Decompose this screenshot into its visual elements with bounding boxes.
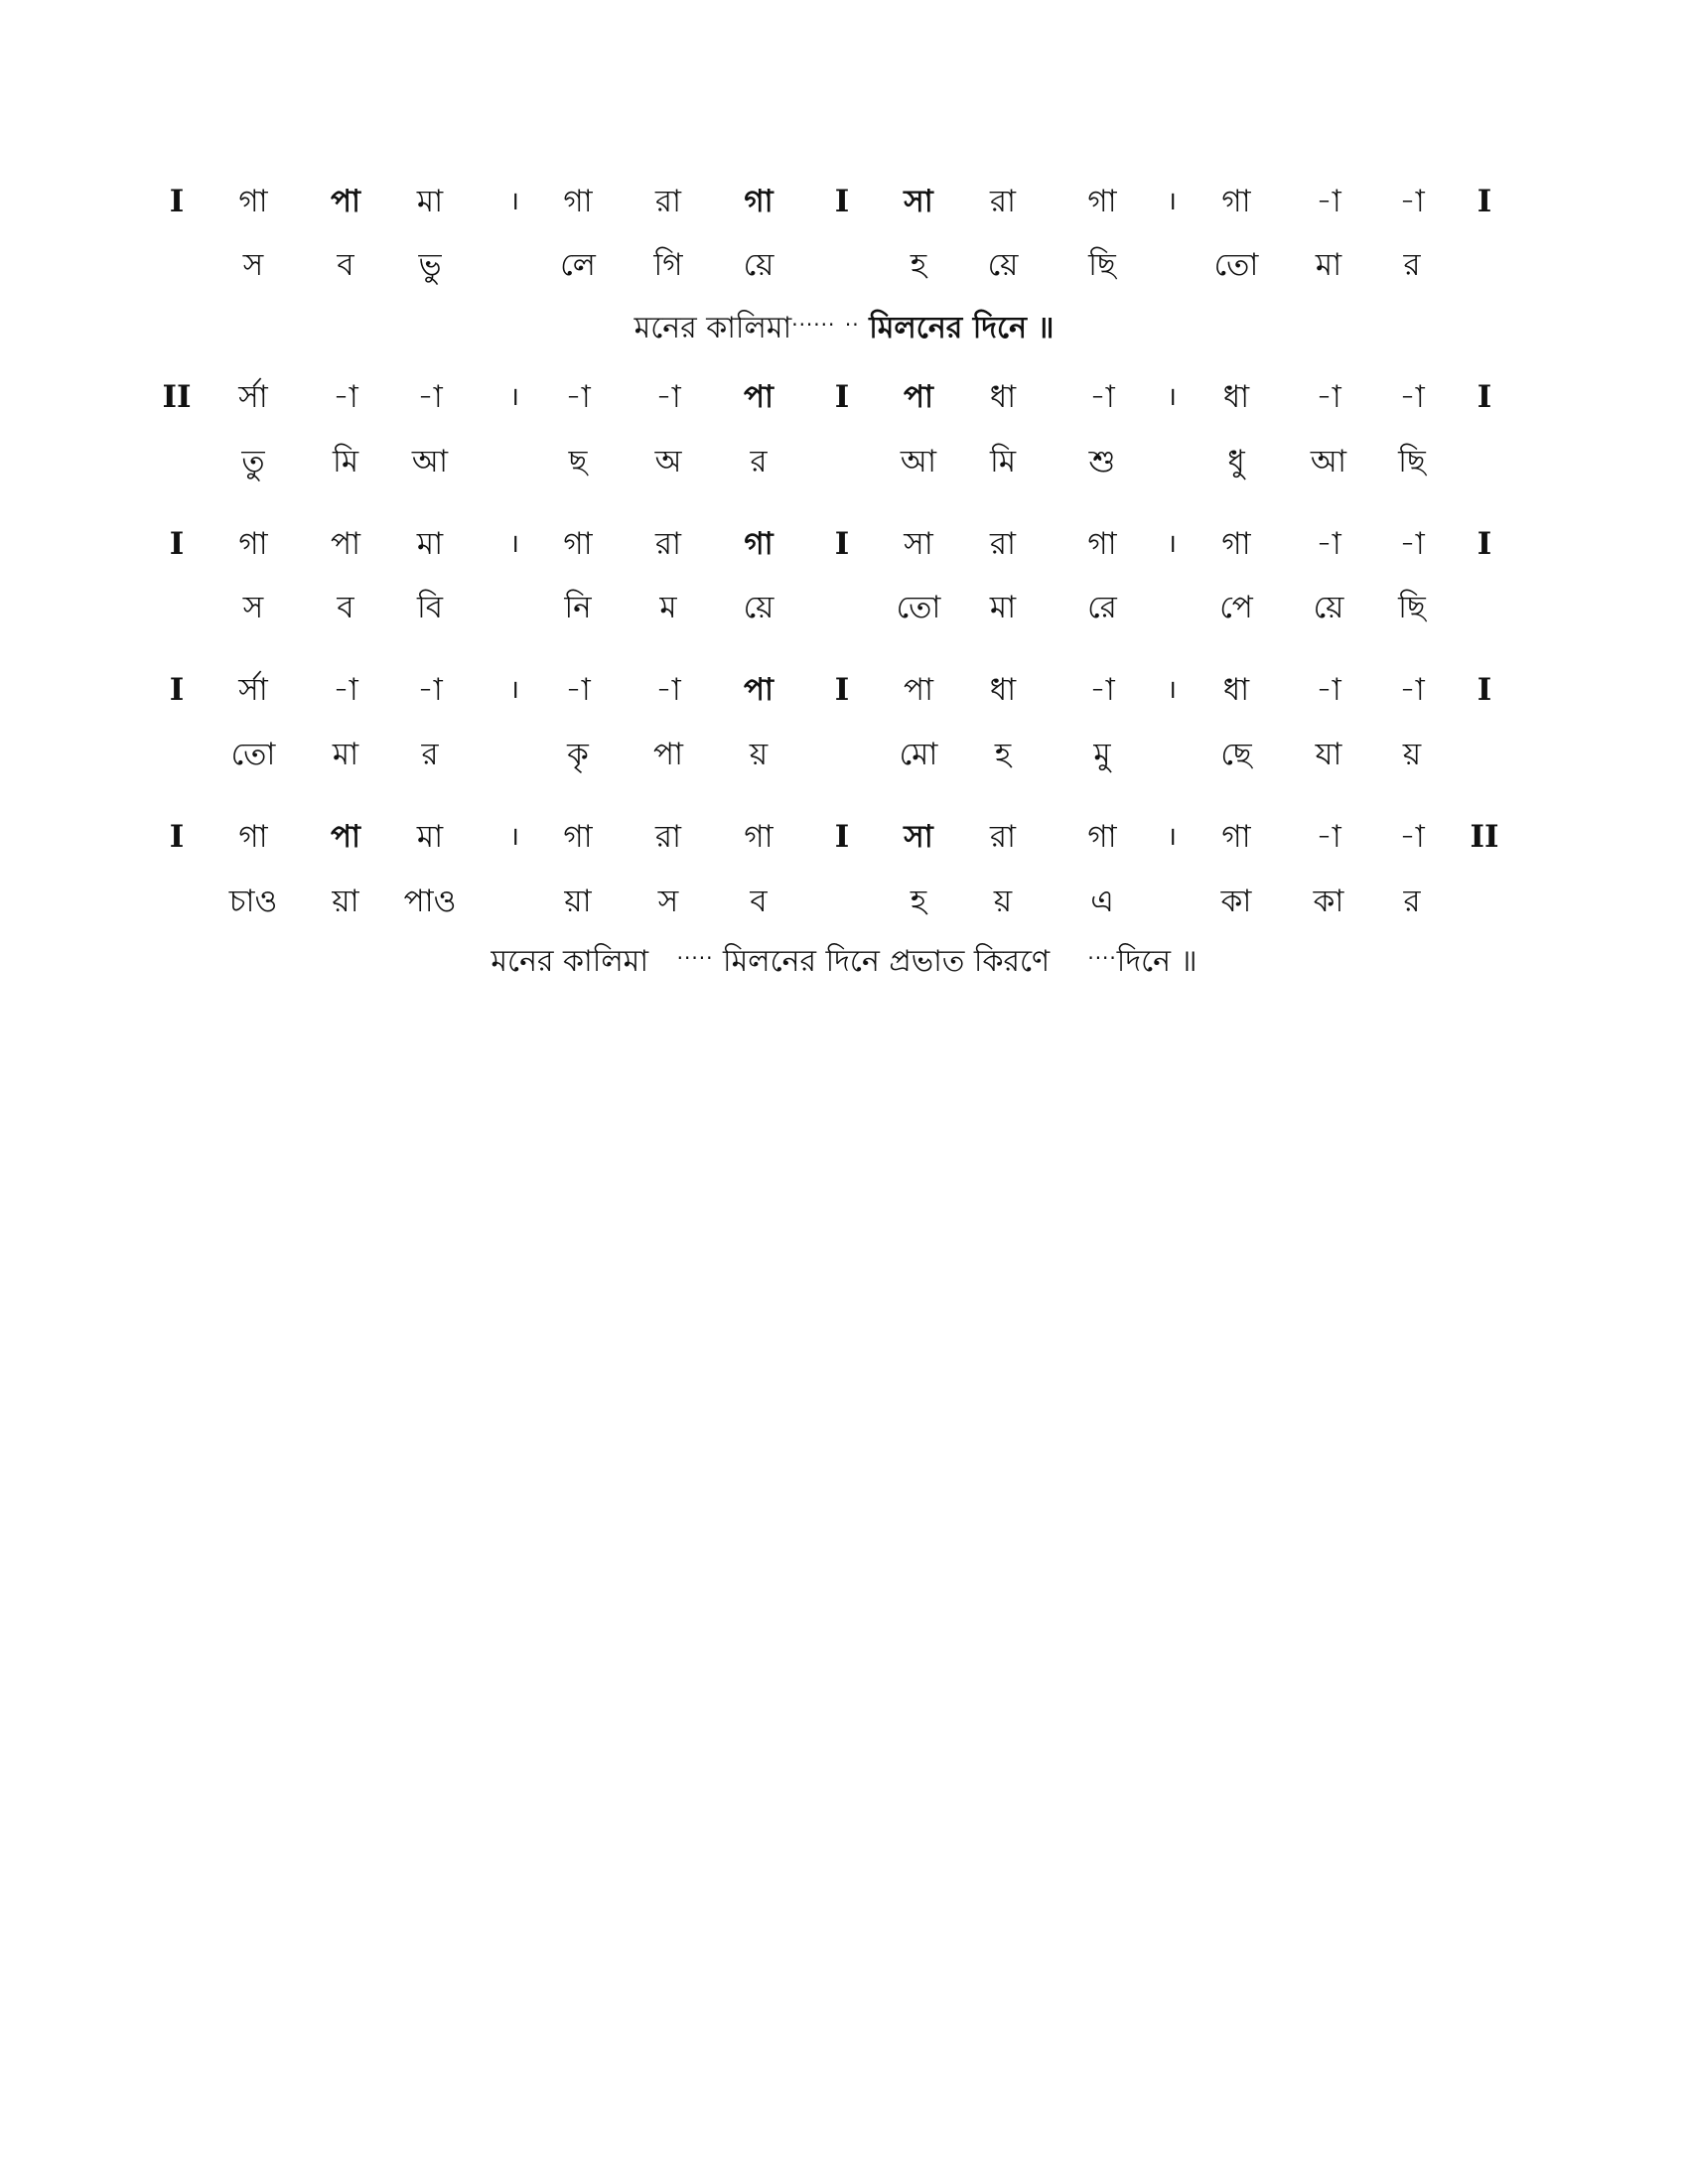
lyric-syllable: পাও <box>403 884 457 919</box>
lyric-syllable: স <box>657 884 679 919</box>
lyric-syllable: য়ে <box>743 247 774 283</box>
lyric-syllable: মা <box>989 590 1017 625</box>
lyric-syllable: র <box>750 444 768 479</box>
refrain-line-1 <box>0 300 1688 353</box>
lyric-syllable: য়ে <box>743 590 774 625</box>
bar-line: । <box>1167 822 1177 852</box>
lyric-syllable: তু <box>241 444 265 479</box>
bar-line: । <box>509 675 519 705</box>
lyric-syllable: হ <box>910 884 927 919</box>
lyric-syllable: যা <box>1315 737 1342 772</box>
lyric-syllable: গি <box>653 247 683 283</box>
bar-line: I <box>169 526 185 562</box>
note-syllable: -া <box>1399 526 1425 562</box>
note-syllable: গা <box>744 526 774 562</box>
note-syllable: পা <box>330 184 361 219</box>
note-syllable: গা <box>1221 819 1251 855</box>
bar-line: । <box>509 187 519 216</box>
refrain-line-2 <box>0 933 1688 987</box>
note-syllable: গা <box>744 184 774 219</box>
lyric-syllable: মি <box>989 444 1017 479</box>
bar-line: । <box>509 822 519 852</box>
bar-line: I <box>834 379 850 415</box>
refrain-1-part-a: মনের কালিমা <box>633 311 792 345</box>
lyric-syllable: চাও <box>228 884 278 919</box>
lyric-syllable: শু <box>1088 444 1116 479</box>
note-syllable: পা <box>330 526 361 562</box>
lyrics-row-3 <box>0 583 1688 632</box>
note-syllable: ধা <box>1222 672 1250 708</box>
note-syllable: -া <box>655 379 681 415</box>
note-syllable: গা <box>563 819 593 855</box>
lyric-syllable: ব <box>337 247 354 283</box>
note-syllable: সা <box>904 526 933 562</box>
lyric-syllable: ছি <box>1088 247 1116 283</box>
note-syllable: -া <box>1089 379 1115 415</box>
bar-line: I <box>834 819 850 855</box>
bar-line: I <box>1477 672 1492 708</box>
note-syllable: পা <box>743 379 774 415</box>
note-syllable: র্সা <box>238 672 268 708</box>
note-syllable: র্সা <box>238 379 268 415</box>
bar-line: I <box>1477 184 1492 219</box>
note-syllable: -া <box>1316 672 1341 708</box>
refrain-2-part-c: দিনে ॥ <box>1116 944 1197 979</box>
note-syllable: -া <box>565 379 591 415</box>
lyric-syllable: আ <box>900 444 937 479</box>
lyric-syllable: তো <box>230 737 276 772</box>
note-syllable: রা <box>654 819 682 855</box>
bar-line: । <box>1167 675 1177 705</box>
note-syllable: গা <box>1087 526 1117 562</box>
note-syllable: সা <box>904 819 933 855</box>
note-syllable: মা <box>416 819 444 855</box>
note-syllable: পা <box>903 672 934 708</box>
lyrics-row-1 <box>0 240 1688 290</box>
lyric-syllable: মা <box>1315 247 1342 283</box>
lyric-syllable: মা <box>332 737 359 772</box>
note-syllable: -া <box>1316 526 1341 562</box>
note-syllable: ধা <box>1222 379 1250 415</box>
note-syllable: -া <box>565 672 591 708</box>
lyric-syllable: য়ে <box>1313 590 1344 625</box>
lyric-syllable: মি <box>332 444 359 479</box>
note-syllable: গা <box>238 184 268 219</box>
note-syllable: -া <box>1399 672 1425 708</box>
notation-row-5 <box>0 812 1688 862</box>
bar-line: I <box>834 526 850 562</box>
bar-line: I <box>1477 526 1492 562</box>
refrain-1-part-b: মিলনের দিনে ॥ <box>869 311 1055 345</box>
note-syllable: -া <box>333 379 358 415</box>
lyric-syllable: অ <box>654 444 682 479</box>
lyrics-row-2 <box>0 437 1688 486</box>
bar-line: I <box>169 184 185 219</box>
lyric-syllable: আ <box>411 444 449 479</box>
lyric-syllable: মু <box>1093 737 1111 772</box>
lyric-syllable: আ <box>1310 444 1347 479</box>
note-syllable: -া <box>1316 184 1341 219</box>
lyrics-row-5 <box>0 877 1688 926</box>
note-syllable: গা <box>1087 184 1117 219</box>
lyric-syllable: মো <box>899 737 938 772</box>
note-syllable: -া <box>1089 672 1115 708</box>
bar-line: । <box>1167 382 1177 412</box>
lyric-syllable: ব <box>337 590 354 625</box>
note-syllable: মা <box>416 526 444 562</box>
lyric-syllable: ছে <box>1220 737 1252 772</box>
lyric-syllable: তো <box>896 590 941 625</box>
lyric-syllable: য় <box>993 884 1013 919</box>
note-syllable: রা <box>654 526 682 562</box>
lyric-syllable: য় <box>1402 737 1422 772</box>
lyric-syllable: য় <box>749 737 769 772</box>
lyric-syllable: হ <box>994 737 1012 772</box>
lyric-syllable: নি <box>564 590 592 625</box>
refrain-1-dots-a: ······ <box>791 313 836 337</box>
bar-line: I <box>834 672 850 708</box>
lyric-syllable: য়া <box>564 884 592 919</box>
lyric-syllable: র <box>421 737 439 772</box>
note-syllable: গা <box>238 526 268 562</box>
note-syllable: -া <box>417 672 443 708</box>
lyric-syllable: এ <box>1090 884 1114 919</box>
note-syllable: গা <box>563 526 593 562</box>
lyric-syllable: ছি <box>1398 590 1426 625</box>
note-syllable: -া <box>1399 184 1425 219</box>
notation-row-2 <box>0 372 1688 422</box>
lyric-syllable: পে <box>1219 590 1253 625</box>
note-syllable: রা <box>989 184 1017 219</box>
bar-line: II <box>1470 819 1499 855</box>
note-syllable: -া <box>1399 819 1425 855</box>
lyric-syllable: ছি <box>1398 444 1426 479</box>
bar-line: । <box>509 382 519 412</box>
lyric-syllable: র <box>1403 247 1421 283</box>
bar-line: । <box>509 529 519 559</box>
lyric-syllable: ধু <box>1227 444 1245 479</box>
note-syllable: রা <box>989 819 1017 855</box>
bar-line: । <box>1167 529 1177 559</box>
lyric-syllable: কা <box>1313 884 1344 919</box>
lyrics-row-4 <box>0 730 1688 779</box>
bar-line: I <box>169 819 185 855</box>
note-syllable: গা <box>1221 526 1251 562</box>
notation-row-3 <box>0 519 1688 569</box>
note-syllable: গা <box>1221 184 1251 219</box>
note-syllable: রা <box>989 526 1017 562</box>
refrain-2-dots-a: ····· <box>676 946 714 970</box>
note-syllable: গা <box>238 819 268 855</box>
lyric-syllable: ম <box>659 590 677 625</box>
note-syllable: -া <box>1316 379 1341 415</box>
note-syllable: পা <box>743 672 774 708</box>
note-syllable: গা <box>563 184 593 219</box>
bar-line: I <box>169 672 185 708</box>
lyric-syllable: ব <box>750 884 768 919</box>
lyric-syllable: ভু <box>418 247 442 283</box>
notation-row-1 <box>0 177 1688 226</box>
bar-line: I <box>834 184 850 219</box>
lyric-syllable: বি <box>416 590 444 625</box>
note-syllable: গা <box>1087 819 1117 855</box>
note-syllable: -া <box>417 379 443 415</box>
lyric-syllable: ছ <box>568 444 588 479</box>
lyric-syllable: স <box>242 247 264 283</box>
lyric-syllable: কা <box>1220 884 1252 919</box>
lyric-syllable: কৃ <box>567 737 589 772</box>
bar-line: I <box>1477 379 1492 415</box>
refrain-1-dots-b: ·· <box>844 313 860 337</box>
note-syllable: -া <box>655 672 681 708</box>
lyric-syllable: র <box>1403 884 1421 919</box>
refrain-2-part-a: মনের কালিমা <box>491 944 649 979</box>
lyric-syllable: লে <box>560 247 596 283</box>
note-syllable: গা <box>744 819 774 855</box>
note-syllable: ধা <box>989 672 1017 708</box>
note-syllable: পা <box>330 819 361 855</box>
lyric-syllable: স <box>242 590 264 625</box>
note-syllable: রা <box>654 184 682 219</box>
lyric-syllable: হ <box>910 247 927 283</box>
note-syllable: -া <box>333 672 358 708</box>
lyric-syllable: তো <box>1213 247 1259 283</box>
lyric-syllable: য়ে <box>987 247 1019 283</box>
note-syllable: ধা <box>989 379 1017 415</box>
note-syllable: -া <box>1316 819 1341 855</box>
note-syllable: -া <box>1399 379 1425 415</box>
bar-line: II <box>162 379 192 415</box>
notation-row-4 <box>0 665 1688 715</box>
bar-line: । <box>1167 187 1177 216</box>
lyric-syllable: য়া <box>332 884 359 919</box>
refrain-2-part-b: মিলনের দিনে প্রভাত কিরণে <box>722 944 1051 979</box>
note-syllable: সা <box>904 184 933 219</box>
lyric-syllable: রে <box>1087 590 1117 625</box>
refrain-2-dots-b: ···· <box>1087 946 1117 970</box>
note-syllable: পা <box>903 379 934 415</box>
note-syllable: মা <box>416 184 444 219</box>
lyric-syllable: পা <box>652 737 684 772</box>
